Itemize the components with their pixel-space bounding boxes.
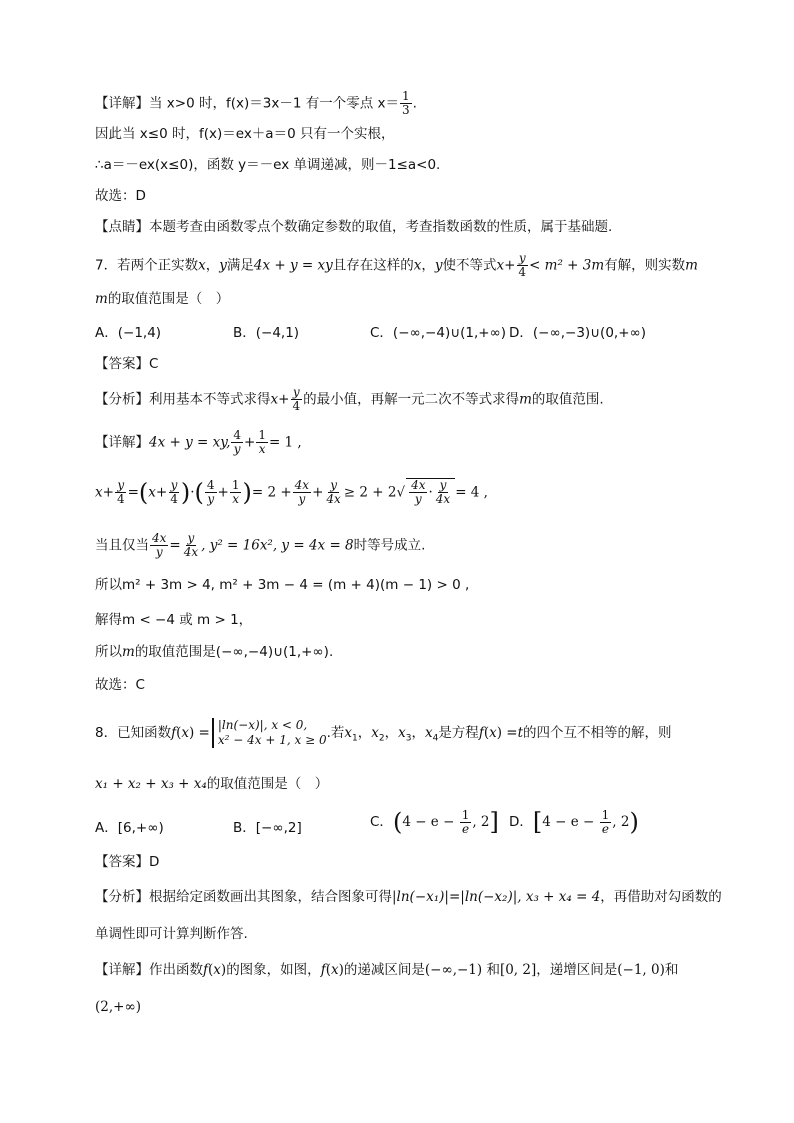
option-c: C．(−∞,−4)∪(1,+∞) (370, 325, 507, 341)
stem-text: .若 (326, 725, 345, 741)
q7-detail-2: x+ $\frac{y}{4}$ =(x+ $\frac{y}{4}$ )·( $\frac{4}{y}$ + $\frac{1}{x}$ )= 2 + $\frac{4x}{y}$ + $\frac{y}{4x}$ ≥ 2 + 2√ $\frac{4x}{y}$ · $\frac{y}{4x}$ = 4 , (95, 478, 488, 507)
analysis-text: 利用基本不等式求得 (149, 391, 271, 408)
analysis-label: 【分析】 (95, 889, 149, 905)
math-inequality: < m² + 3m (529, 257, 605, 274)
stem-text: 满足 (226, 257, 254, 274)
math-interval: (−∞,−1) 和[0, 2] (424, 962, 537, 978)
stem-text: 的取值范围是（ ） (206, 776, 329, 792)
math-eq: , y² = 16x², y = 4x = 8 (201, 537, 354, 554)
detail-text: 的图象，如图， (226, 962, 321, 978)
q8-stem-2 (95, 774, 328, 794)
sqrt: $\frac{4x}{y}$ · $\frac{y}{4x}$ (406, 478, 455, 506)
q7-answer: 【答案】C (95, 356, 159, 372)
detail-text: ，递增区间是 (536, 962, 618, 978)
math-eq: 4x + y = xy, (149, 434, 231, 451)
q8-answer: 【答案】D (95, 854, 160, 870)
q8-stem: 8．已知函数f(x) = |ln(−x)|, x < 0, x² − 4x + 1, x ≥ 0 .若$x_1$，$x_2$，$x_3$，$x_4$是方程f(x) =t的四个互不相等的解，则 (95, 718, 672, 747)
option-a: A．[6,+∞) (95, 820, 164, 836)
stem-text: ， (205, 257, 220, 274)
math-eq: + (312, 484, 324, 501)
option-d: D．(−∞,−3)∪(0,+∞) (509, 325, 647, 341)
q7-stem-2: m的取值范围是（ ） (95, 291, 230, 307)
q8-detail-2 (95, 997, 141, 1017)
comment-text: 本题考查由函数零点个数确定参数的取值，考查指数函数的性质，属于基础题. (149, 219, 613, 235)
detail-text: 当且仅当 (95, 537, 149, 554)
math-eq: = 1 , (268, 434, 302, 451)
piecewise: |ln(−x)|, x < 0, x² − 4x + 1, x ≥ 0 (212, 718, 327, 748)
detail-label: 【详解】 (95, 962, 149, 978)
q6-detail-line: 【详解】当 x>0 时，f(x)＝3x－1 有一个零点 x＝ $\frac{1}{3}$ . (95, 89, 417, 117)
q6-line3: ∴a＝－ex(x≤0)，函数 y＝－ex 单调递减，则－1≤a<0. (95, 157, 441, 173)
q7-detail-6: 所以m的取值范围是(−∞,−4)∪(1,+∞). (95, 644, 334, 660)
detail-text: 的递减区间是 (343, 962, 425, 978)
stem-text: 有解，则实数 (604, 257, 686, 274)
analysis-label: 【分析】 (95, 391, 149, 408)
option-b: B．(−4,1) (233, 325, 300, 341)
q8-analysis-2: 单调性即可计算判断作答. (95, 926, 248, 942)
analysis-text: 根据给定函数画出其图象，结合图象可得 (149, 889, 392, 905)
math-eq: = 2 + (251, 484, 292, 501)
q7-detail-4: 所以m² + 3m > 4, m² + 3m − 4 = (m + 4)(m − 1) > 0 , (95, 577, 470, 593)
detail-label: 【详解】 (95, 434, 149, 451)
detail-text: 和 (664, 962, 679, 978)
stem-text: 且存在这样的 (332, 257, 414, 274)
option-c: C．(4 − e − $\frac{1}{e}$ , 2] (370, 807, 499, 836)
q7-stem: 7．若两个正实数x，y满足4x + y = xy且存在这样的x，y使不等式x+ $\frac{y}{4}$ < m² + 3m有解，则实数m (95, 251, 698, 279)
q8-analysis (95, 887, 722, 907)
stem-text: 7．若两个正实数 (95, 257, 199, 274)
q8-detail: 【详解】作出函数f(x)的图象，如图，f(x)的递减区间是(−∞,−1) 和[0, 2]，递增区间是(−1, 0)和 (95, 962, 679, 978)
analysis-text: 的取值范围. (531, 391, 604, 408)
math-expr: |ln(−x₁)|=|ln(−x₂)|, x₃ + x₄ = 4 (392, 889, 601, 905)
q6-line2: 因此当 x≤0 时，f(x)＝ex＋a＝0 只有一个实根， (95, 126, 395, 142)
q7-analysis: 【分析】利用基本不等式求得x+ $\frac{y}{4}$ 的最小值，再解一元二次不等式求得m的取值范围. (95, 385, 604, 413)
q6-choose: 故选：D (95, 188, 146, 204)
option-d: D．[4 − e − $\frac{1}{e}$ , 2) (509, 807, 639, 836)
math-interval: (−1, 0) (617, 962, 665, 978)
stem-text: 的取值范围是（ ） (107, 291, 230, 307)
stem-text: 使不等式 (442, 257, 497, 274)
fraction: $\frac{y}{4}$ (292, 385, 301, 413)
analysis-text: 的最小值，再解一元二次不等式求得 (303, 391, 520, 408)
q7-detail-3: 当且仅当 $\frac{4x}{y}$ = $\frac{y}{4x}$ , y² = 16x², y = 4x = 8时等号成立. (95, 531, 426, 559)
math-interval: (2,+∞) (95, 999, 141, 1015)
option-b: B．[−∞,2] (233, 820, 302, 836)
q6-comment (95, 217, 612, 237)
fraction: $\frac{1}{3}$ (402, 89, 410, 117)
option-a: A．(−1,4) (95, 325, 162, 341)
fraction: $\frac{y}{4}$ (518, 251, 527, 279)
q7-detail-5: 解得m < −4 或 m > 1， (95, 612, 253, 628)
math-eq: = (127, 484, 139, 501)
math-sum: x₁ + x₂ + x₃ + x₄ (95, 776, 207, 792)
detail-label: 【详解】 (95, 95, 149, 112)
comment-label: 【点睛】 (95, 219, 149, 235)
stem-text: 的四个互不相等的解，则 (523, 725, 672, 741)
math-eq: = 4 , (455, 484, 488, 501)
detail-text: 当 x>0 时，f(x)＝3x－1 有一个零点 x＝ (149, 95, 399, 112)
stem-text: 8．已知函数 (95, 725, 172, 741)
analysis-text: ，再借助对勾函数的 (600, 889, 722, 905)
math-eq: ≥ 2 + 2 (343, 484, 397, 501)
q7-choose: 故选：C (95, 677, 145, 693)
detail-text: 作出函数 (149, 962, 203, 978)
math-condition: 4x + y = xy (253, 257, 333, 274)
q7-detail-1: 【详解】4x + y = xy, $\frac{4}{y}$ + $\frac{1}{x}$ = 1 , (95, 428, 302, 456)
stem-text: ， (421, 257, 435, 274)
detail-text: 的取值范围是(−∞,−4)∪(1,+∞). (134, 644, 334, 660)
detail-text: 时等号成立. (353, 537, 426, 554)
stem-text: 是方程 (438, 725, 479, 741)
detail-text: 所以 (95, 644, 122, 660)
